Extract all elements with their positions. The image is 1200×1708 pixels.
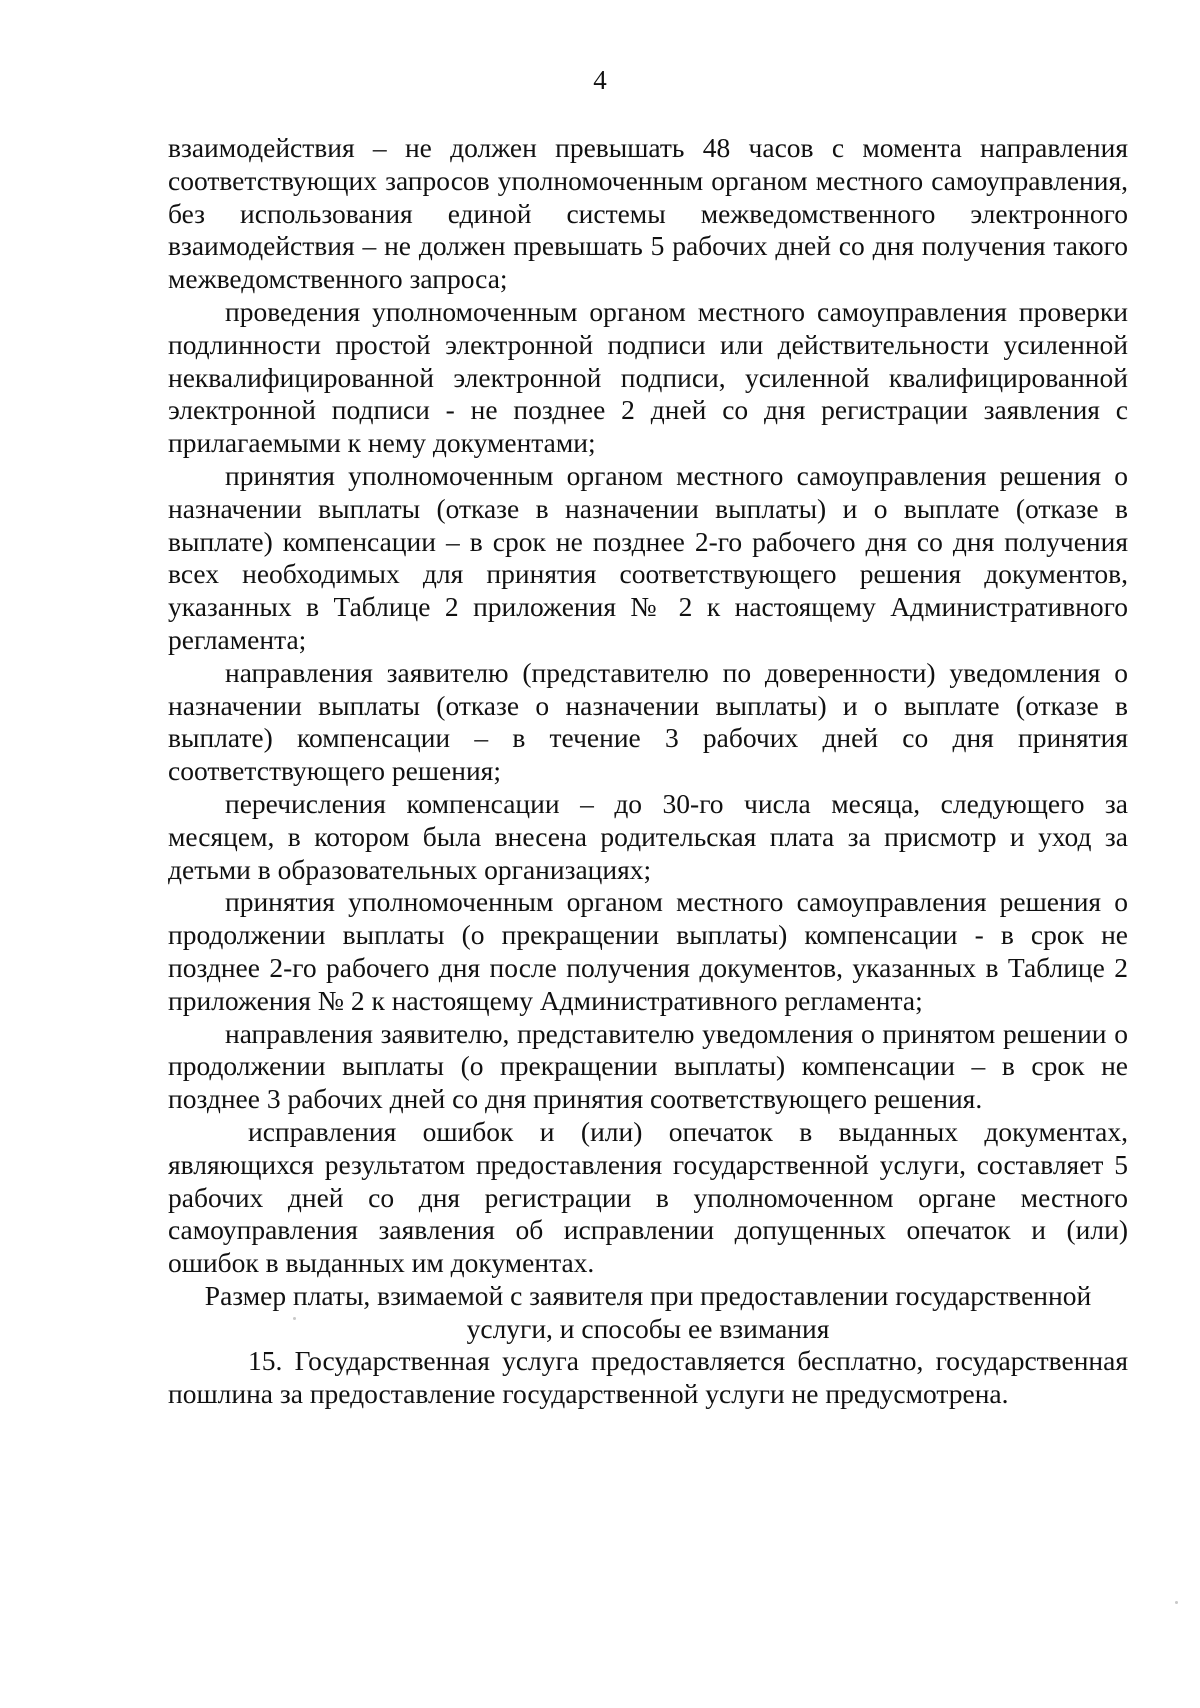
section-title: Размер платы, взимаемой с заявителя при предоставлении государственной услуги, и способы ее взимания: [204, 1279, 1092, 1344]
paragraph-error-correction: исправления ошибок и (или) опечаток в выданных документах, являющихся результатом предоставления государственной услуги, составляет 5 рабочих дней со дня регистрации в уполномоченном органе местного самоуправления заявления об исправлении допущенных опечаток и (или) ошибок в выданных им документах.: [168, 1115, 1128, 1279]
paragraph-signature-check: проведения уполномоченным органом местного самоуправления проверки подлинности простой электронной подписи или действительности усиленной неквалифицированной электронной подписи, усиленной квалифицированной электронной подписи - не позднее 2 дней со дня регистрации заявления с прилагаемыми к нему документами;: [168, 295, 1128, 459]
scan-speck: [1175, 1601, 1178, 1604]
page-number: 4: [593, 65, 607, 95]
paragraph-applicant-notification: направления заявителю (представителю по доверенности) уведомления о назначении выплаты (отказе о назначении выплаты) и о выплате (отказе в выплате) компенсации – в течение 3 рабочих дней со дня принятия соответствующего решения;: [168, 656, 1128, 787]
item-15: 15. Государственная услуга предоставляется бесплатно, государственная пошлина за предоставление государственной услуги не предусмотрена.: [168, 1345, 1128, 1410]
paragraph-continuation-decision: принятия уполномоченным органом местного самоуправления решения о продолжении выплаты (о прекращении выплаты) компенсации - в срок не позднее 2-го рабочего дня после получения документов, указанных в Таблице 2 приложения № 2 к настоящему Административного регламента;: [168, 886, 1128, 1016]
paragraph-compensation-transfer: перечисления компенсации – до 30-го числа месяца, следующего за месяцем, в котором была внесена родительская плата за присмотр и уход за детьми в образовательных организациях;: [168, 787, 1128, 885]
paragraph-interaction-deadline: взаимодействия – не должен превышать 48 часов с момента направления соответствующих запросов уполномоченным органом местного самоуправления, без использования единой системы межведомственного электронного взаимодействия – не должен превышать 5 рабочих дней со дня получения такого межведомственного запроса;: [168, 132, 1128, 295]
scan-speck: [293, 1317, 296, 1320]
paragraph-decision-notification: направления заявителю, представителю уведомления о принятом решении о продолжении выплаты (о прекращении выплаты) компенсации – в срок не позднее 3 рабочих дней со дня принятия соответствующего решения.: [168, 1017, 1128, 1115]
document-body: [168, 132, 1128, 1411]
paragraph-payment-decision: принятия уполномоченным органом местного самоуправления решения о назначении выплаты (отказе в назначении выплаты) и о выплате (отказе в выплате) компенсации – в срок не позднее 2-го рабочего дня со дня получения всех необходимых для принятия соответствующего решения документов, указанных в Таблице 2 приложения № 2 к настоящему Административного регламента;: [168, 459, 1128, 655]
